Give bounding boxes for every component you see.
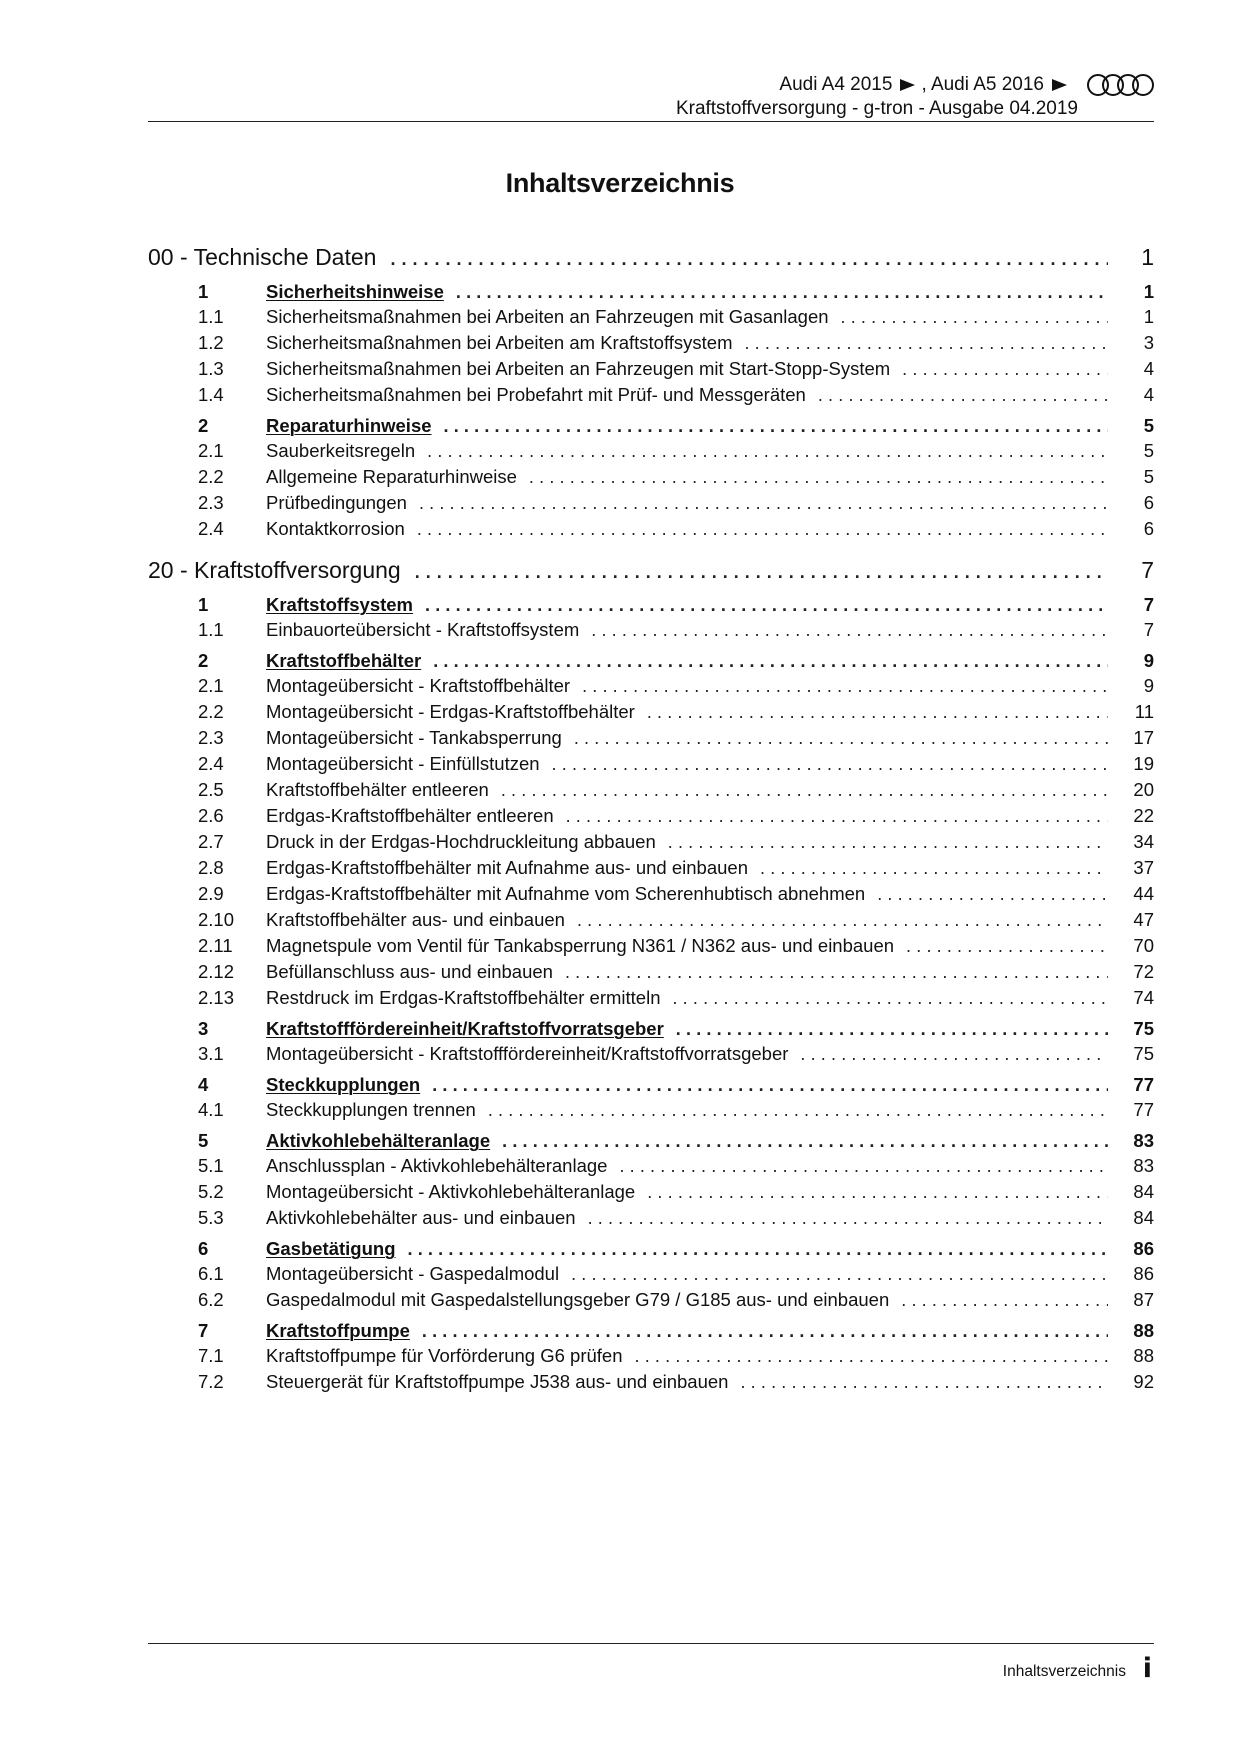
toc-entry-number: 6.1 — [198, 1263, 224, 1284]
toc-entry-number: 4.1 — [198, 1099, 224, 1120]
toc-entry-title: Kraftstoffpumpe — [266, 1320, 410, 1341]
header-model-a4: Audi A4 2015 — [779, 74, 893, 95]
toc-subsection-row[interactable] — [148, 699, 1154, 725]
toc-entry-page: 88 — [1133, 1320, 1154, 1341]
toc-entry-page: 1 — [1143, 306, 1154, 327]
toc-entry-title: Gaspedalmodul mit Gaspedalstellungsgeber G79 / G185 aus- und einbauen — [266, 1289, 890, 1310]
dot-leader — [901, 1287, 1108, 1313]
dot-leader — [577, 907, 1108, 933]
toc-entry-page: 83 — [1133, 1130, 1154, 1151]
toc-subsection-row[interactable] — [148, 382, 1154, 408]
toc-entry-page: 77 — [1133, 1099, 1154, 1120]
header-divider — [148, 121, 1154, 122]
toc-entry-page: 6 — [1143, 492, 1154, 513]
dot-leader — [841, 304, 1108, 330]
toc-entry-title: Sicherheitsmaßnahmen bei Arbeiten an Fahrzeugen mit Gasanlagen — [266, 306, 829, 327]
page-title: Inhaltsverzeichnis — [505, 168, 735, 198]
dot-leader — [552, 751, 1108, 777]
toc-entry-title: Steuergerät für Kraftstoffpumpe J538 aus- und einbauen — [266, 1371, 729, 1392]
dot-leader — [433, 650, 1108, 673]
toc-entry-number: 2.3 — [198, 727, 224, 748]
toc-entry-page: 4 — [1143, 358, 1154, 379]
footer-page-number: i — [1142, 1653, 1152, 1684]
toc-entry-number: 2.2 — [198, 701, 224, 722]
toc-entry-title: Montageübersicht - Gaspedalmodul — [266, 1263, 560, 1284]
toc-entry-page: 20 — [1133, 779, 1154, 800]
toc-entry-title: Kontaktkorrosion — [266, 518, 405, 539]
dot-leader — [425, 594, 1108, 617]
toc-entry-page: 70 — [1133, 935, 1154, 956]
toc-entry-page: 3 — [1143, 332, 1154, 353]
dot-leader — [619, 1153, 1108, 1179]
toc-entry-page: 4 — [1143, 384, 1154, 405]
dot-leader — [760, 855, 1108, 881]
toc-chapter-row[interactable] — [148, 555, 1154, 587]
toc-subsection-row[interactable] — [148, 1261, 1154, 1287]
toc-subsection-row[interactable] — [148, 829, 1154, 855]
dot-leader — [877, 881, 1108, 907]
toc-entry-number: 2 — [198, 415, 209, 436]
toc-section-row[interactable] — [148, 593, 1154, 617]
header-model-a5: , Audi A5 2016 — [921, 74, 1044, 95]
toc-entry-page: 7 — [1141, 557, 1154, 583]
dot-leader — [635, 1343, 1108, 1369]
toc-subsection-row[interactable] — [148, 1179, 1154, 1205]
toc-entry-page: 6 — [1143, 518, 1154, 539]
toc-entry-number: 6 — [198, 1238, 209, 1259]
toc-entry-title: Allgemeine Reparaturhinweise — [266, 466, 517, 487]
toc-entry-page: 47 — [1133, 909, 1154, 930]
toc-entry-number: 1.4 — [198, 384, 224, 405]
dot-leader — [422, 1320, 1108, 1343]
toc-entry-number: 4 — [198, 1074, 209, 1095]
toc-entry-number: 2.1 — [198, 675, 224, 696]
toc-entry-title: Kraftstofffördereinheit/Kraftstoffvorratsgeber — [266, 1018, 664, 1039]
dot-leader — [647, 1179, 1108, 1205]
header-subtitle: Kraftstoffversorgung - g-tron - Ausgabe 04.2019 — [675, 98, 1078, 119]
toc-entry-number: 1.3 — [198, 358, 224, 379]
toc-entry-title: Kraftstoffbehälter entleeren — [266, 779, 489, 800]
toc-subsection-row[interactable] — [148, 1097, 1154, 1123]
toc-entry-title: Kraftstoffpumpe für Vorförderung G6 prüfen — [266, 1345, 623, 1366]
toc-entry-page: 1 — [1143, 281, 1154, 302]
toc-entry-page: 75 — [1133, 1018, 1154, 1039]
toc-entry-number: 2.13 — [198, 987, 235, 1008]
dot-leader — [574, 725, 1108, 751]
toc-entry-page: 1 — [1141, 244, 1154, 270]
toc-section-row[interactable] — [148, 1073, 1154, 1097]
toc-entry-page: 86 — [1133, 1238, 1154, 1259]
toc-entry-page: 19 — [1133, 753, 1154, 774]
toc-entry-title: Magnetspule vom Ventil für Tankabsperrung N361 / N362 aus- und einbauen — [266, 935, 895, 956]
toc-subsection-row[interactable] — [148, 330, 1154, 356]
toc-subsection-row[interactable] — [148, 438, 1154, 464]
dot-leader — [744, 330, 1108, 356]
toc-entry-title: Druck in der Erdgas-Hochdruckleitung abbauen — [266, 831, 656, 852]
toc-entry-title: Montageübersicht - Kraftstofffördereinheit/Kraftstoffvorratsgeber — [266, 1043, 789, 1064]
toc-entry-page: 11 — [1134, 701, 1154, 722]
toc-entry-title: Montageübersicht - Einfüllstutzen — [266, 753, 540, 774]
dot-leader — [582, 673, 1108, 699]
toc-subsection-row[interactable] — [148, 1041, 1154, 1067]
toc-entry-number: 7.2 — [198, 1371, 224, 1392]
toc-subsection-row[interactable] — [148, 881, 1154, 907]
toc-entry-number: 2.7 — [198, 831, 224, 852]
toc-entry-title: Einbauorteübersicht - Kraftstoffsystem — [266, 619, 580, 640]
dot-leader — [902, 356, 1108, 382]
header-model-line — [779, 74, 1154, 96]
toc-entry-page: 7 — [1143, 619, 1154, 640]
toc-entry-number: 2.12 — [198, 961, 235, 982]
toc-entry-number: 2 — [198, 650, 209, 671]
dot-leader — [588, 1205, 1108, 1231]
toc-entry-number: 2.1 — [198, 440, 224, 461]
toc-subsection-row[interactable] — [148, 933, 1154, 959]
toc-chapter-row[interactable] — [148, 242, 1154, 274]
toc-entry-title: Montageübersicht - Aktivkohlebehälteranlage — [266, 1181, 636, 1202]
toc-entry-page: 77 — [1133, 1074, 1154, 1095]
toc-entry-title: Montageübersicht - Tankabsperrung — [266, 727, 562, 748]
toc-entry-number: 2.8 — [198, 857, 224, 878]
toc-entry-page: 92 — [1133, 1371, 1154, 1392]
dot-leader — [800, 1041, 1108, 1067]
toc-entry-title: Steckkupplungen — [266, 1074, 421, 1095]
toc-subsection-row[interactable] — [148, 855, 1154, 881]
toc-subsection-row[interactable] — [148, 1369, 1154, 1395]
dot-leader — [417, 516, 1108, 542]
toc-subsection-row[interactable] — [148, 803, 1154, 829]
toc-entry-title: Prüfbedingungen — [266, 492, 407, 513]
toc-entry-page: 84 — [1133, 1181, 1154, 1202]
toc-entry-page: 37 — [1133, 857, 1154, 878]
toc-subsection-row[interactable] — [148, 617, 1154, 643]
toc-subsection-row[interactable] — [148, 1205, 1154, 1231]
toc-entry-page: 87 — [1133, 1289, 1154, 1310]
arrow-right-icon — [900, 79, 915, 91]
toc-entry-page: 75 — [1133, 1043, 1154, 1064]
toc-entry-page: 44 — [1133, 883, 1154, 904]
table-of-contents — [148, 242, 1154, 1395]
toc-entry-page: 9 — [1143, 650, 1154, 671]
dot-leader — [566, 803, 1108, 829]
toc-section-row[interactable] — [148, 1017, 1154, 1041]
toc-subsection-row[interactable] — [148, 985, 1154, 1011]
toc-entry-page: 83 — [1133, 1155, 1154, 1176]
toc-entry-number: 2.3 — [198, 492, 224, 513]
toc-section-row[interactable] — [148, 649, 1154, 673]
toc-entry-title: Erdgas-Kraftstoffbehälter mit Aufnahme vom Scherenhubtisch abnehmen — [266, 883, 866, 904]
toc-entry-title: Aktivkohlebehälteranlage — [266, 1130, 491, 1151]
toc-entry-page: 84 — [1133, 1207, 1154, 1228]
toc-entry-page: 5 — [1143, 440, 1154, 461]
toc-entry-number: 6.2 — [198, 1289, 224, 1310]
toc-entry-title: Sicherheitsmaßnahmen bei Probefahrt mit Prüf- und Messgeräten — [266, 384, 806, 405]
dot-leader — [668, 829, 1108, 855]
dot-leader — [818, 382, 1108, 408]
dot-leader — [390, 244, 1108, 274]
toc-entry-title: Gasbetätigung — [266, 1238, 396, 1259]
toc-section-row[interactable] — [148, 414, 1154, 438]
toc-entry-title: Sicherheitshinweise — [266, 281, 444, 302]
toc-section-row[interactable] — [148, 1129, 1154, 1153]
toc-entry-number: 1.2 — [198, 332, 224, 353]
toc-entry-page: 74 — [1133, 987, 1154, 1008]
toc-entry-number: 2.6 — [198, 805, 224, 826]
toc-entry-page: 88 — [1133, 1345, 1154, 1366]
toc-entry-number: 2.9 — [198, 883, 224, 904]
toc-entry-number: 2.11 — [198, 935, 233, 956]
toc-subsection-row[interactable] — [148, 356, 1154, 382]
toc-entry-number: 5.3 — [198, 1207, 224, 1228]
dot-leader — [415, 557, 1108, 587]
dot-leader — [444, 415, 1108, 438]
dot-leader — [501, 777, 1108, 803]
dot-leader — [647, 699, 1108, 725]
dot-leader — [676, 1018, 1108, 1041]
toc-entry-page: 22 — [1133, 805, 1154, 826]
toc-entry-title: Sauberkeitsregeln — [266, 440, 416, 461]
toc-subsection-row[interactable] — [148, 777, 1154, 803]
toc-entry-page: 9 — [1143, 675, 1154, 696]
toc-entry-title: Erdgas-Kraftstoffbehälter mit Aufnahme aus- und einbauen — [266, 857, 748, 878]
toc-entry-number: 3 — [198, 1018, 209, 1039]
dot-leader — [565, 959, 1108, 985]
toc-entry-title: Erdgas-Kraftstoffbehälter entleeren — [266, 805, 554, 826]
toc-entry-title: Restdruck im Erdgas-Kraftstoffbehälter ermitteln — [266, 987, 661, 1008]
toc-section-row[interactable] — [148, 1237, 1154, 1261]
toc-entry-title: Kraftstoffsystem — [266, 594, 414, 615]
arrow-right-icon — [1052, 79, 1067, 91]
audi-rings-icon — [1087, 74, 1154, 96]
toc-subsection-row[interactable] — [148, 1287, 1154, 1313]
dot-leader — [488, 1097, 1108, 1123]
toc-entry-number: 2.4 — [198, 518, 224, 539]
toc-subsection-row[interactable] — [148, 725, 1154, 751]
dot-leader — [427, 438, 1108, 464]
dot-leader — [456, 281, 1108, 304]
dot-leader — [740, 1369, 1108, 1395]
dot-leader — [529, 464, 1108, 490]
page-footer — [148, 1643, 1154, 1683]
toc-entry-page: 34 — [1133, 831, 1154, 852]
dot-leader — [571, 1261, 1108, 1287]
toc-entry-number: 5.2 — [198, 1181, 224, 1202]
toc-entry-number: 1.1 — [198, 306, 224, 327]
toc-entry-number: 1 — [198, 281, 209, 302]
toc-entry-number: 7.1 — [198, 1345, 224, 1366]
toc-entry-title: Anschlussplan - Aktivkohlebehälteranlage — [266, 1155, 608, 1176]
toc-entry-title: Reparaturhinweise — [266, 415, 432, 436]
toc-entry-number: 2.4 — [198, 753, 224, 774]
toc-subsection-row[interactable] — [148, 1153, 1154, 1179]
toc-entry-title: Sicherheitsmaßnahmen bei Arbeiten an Fahrzeugen mit Start-Stopp-System — [266, 358, 891, 379]
toc-entry-number: 7 — [198, 1320, 209, 1341]
toc-section-row[interactable] — [148, 280, 1154, 304]
toc-subsection-row[interactable] — [148, 907, 1154, 933]
toc-subsection-row[interactable] — [148, 959, 1154, 985]
dot-leader — [419, 490, 1108, 516]
toc-entry-title: Kraftstoffbehälter — [266, 650, 422, 671]
toc-entry-title: Steckkupplungen trennen — [266, 1099, 476, 1120]
toc-entry-page: 7 — [1143, 594, 1154, 615]
toc-entry-title: 00 - Technische Daten — [148, 244, 377, 270]
toc-entry-number: 3.1 — [198, 1043, 224, 1064]
dot-leader — [672, 985, 1108, 1011]
toc-entry-page: 5 — [1143, 415, 1154, 436]
toc-entry-title: Befüllanschluss aus- und einbauen — [266, 961, 553, 982]
toc-entry-title: Montageübersicht - Kraftstoffbehälter — [266, 675, 571, 696]
toc-entry-title: Montageübersicht - Erdgas-Kraftstoffbehälter — [266, 701, 635, 722]
toc-entry-title: 20 - Kraftstoffversorgung — [148, 557, 401, 583]
toc-entry-page: 17 — [1133, 727, 1154, 748]
toc-subsection-row[interactable] — [148, 516, 1154, 542]
toc-entry-number: 2.2 — [198, 466, 224, 487]
dot-leader — [906, 933, 1108, 959]
toc-subsection-row[interactable] — [148, 464, 1154, 490]
toc-entry-page: 5 — [1143, 466, 1154, 487]
footer-label: Inhaltsverzeichnis — [1002, 1663, 1126, 1680]
toc-entry-number: 1 — [198, 594, 209, 615]
toc-entry-number: 5 — [198, 1130, 209, 1151]
toc-subsection-row[interactable] — [148, 1343, 1154, 1369]
toc-section-row[interactable] — [148, 1319, 1154, 1343]
dot-leader — [502, 1130, 1108, 1153]
toc-entry-number: 5.1 — [198, 1155, 224, 1176]
toc-subsection-row[interactable] — [148, 673, 1154, 699]
page-header — [148, 70, 1154, 122]
toc-entry-number: 2.5 — [198, 779, 224, 800]
footer-divider — [148, 1643, 1154, 1644]
toc-entry-title: Aktivkohlebehälter aus- und einbauen — [266, 1207, 576, 1228]
dot-leader — [591, 617, 1108, 643]
toc-subsection-row[interactable] — [148, 490, 1154, 516]
toc-entry-title: Kraftstoffbehälter aus- und einbauen — [266, 909, 565, 930]
dot-leader — [408, 1238, 1108, 1261]
toc-subsection-row[interactable] — [148, 751, 1154, 777]
toc-entry-number: 1.1 — [198, 619, 224, 640]
toc-entry-page: 86 — [1133, 1263, 1154, 1284]
toc-subsection-row[interactable] — [148, 304, 1154, 330]
toc-entry-number: 2.10 — [198, 909, 235, 930]
dot-leader — [432, 1074, 1108, 1097]
toc-entry-title: Sicherheitsmaßnahmen bei Arbeiten am Kraftstoffsystem — [266, 332, 733, 353]
toc-entry-page: 72 — [1133, 961, 1154, 982]
